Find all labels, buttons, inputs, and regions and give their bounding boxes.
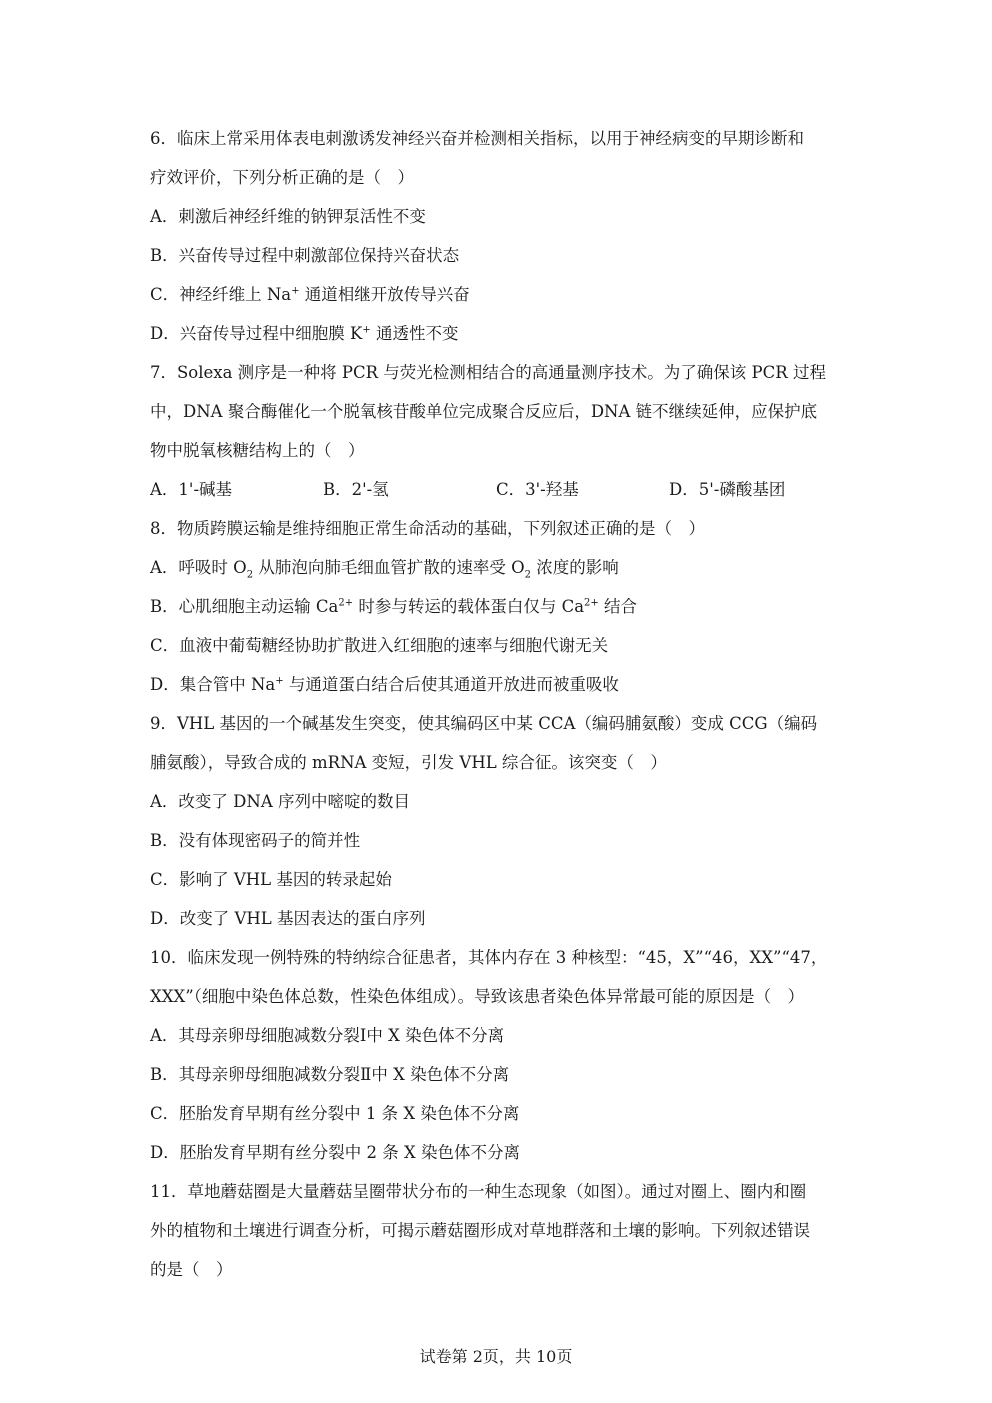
q9-stem-line2: 脯氨酸），导致合成的 mRNA 变短，引发 VHL 综合征。该突变（ ） <box>150 753 667 772</box>
q10-stem-line2: XXX”（细胞中染色体总数，性染色体组成）。导致该患者染色体异常最可能的原因是（ ） <box>150 987 805 1006</box>
q9-option-a: A．改变了 DNA 序列中嘧啶的数目 <box>150 792 410 811</box>
page-footer: 试卷第 2页，共 10页 <box>419 1347 573 1366</box>
q8-option-a-text2: 从肺泡向肺毛细血管扩散的速率受 O <box>253 558 525 577</box>
q10-stem-line1: 10．临床发现一例特殊的特纳综合征患者，其体内存在 3 种核型：“45，X”“46，XX”“47， <box>150 948 828 967</box>
q6-stem-line1: 6．临床上常采用体表电刺激诱发神经兴奋并检测相关指标，以用于神经病变的早期诊断和 <box>150 129 804 148</box>
q7-stem-line3: 物中脱氧核糖结构上的（ ） <box>150 441 365 460</box>
q7-option-a: A．1'-碱基 <box>150 480 233 499</box>
q9-stem-line1: 9．VHL 基因的一个碱基发生突变，使其编码区中某 CCA（编码脯氨酸）变成 CCG（编码 <box>150 714 818 733</box>
q6-option-c-text2: 通道相继开放传导兴奋 <box>299 285 470 304</box>
q11-stem-line3: 的是（ ） <box>150 1260 233 1279</box>
q10-option-b: B．其母亲卵母细胞减数分裂Ⅱ中 X 染色体不分离 <box>150 1065 510 1084</box>
q9-option-b: B．没有体现密码子的简并性 <box>150 831 361 850</box>
q8-option-a-sub2: 2 <box>524 569 531 581</box>
q10-option-d: D．胚胎发育早期有丝分裂中 2 条 X 染色体不分离 <box>150 1143 520 1162</box>
q8-option-d-text2: 与通道蛋白结合后使其通道开放进而被重吸收 <box>283 675 619 694</box>
q8-option-b <box>150 596 637 618</box>
q8-option-b-text3: 结合 <box>598 597 638 616</box>
q8-option-b-text1: B．心肌细胞主动运输 Ca <box>150 597 339 616</box>
q9-option-c: C．影响了 VHL 基因的转录起始 <box>150 870 392 889</box>
q6-option-d <box>150 323 458 345</box>
q8-option-a-text3: 浓度的影响 <box>530 558 619 577</box>
q11-stem-line1: 11．草地蘑菇圈是大量蘑菇呈圈带状分布的一种生态现象（如图）。通过对圈上、圈内和圈 <box>150 1182 807 1201</box>
q6-option-c-sup: + <box>291 285 300 297</box>
q7-option-b: B．2'-氢 <box>323 480 389 499</box>
q7-stem-line1: 7．Solexa 测序是一种将 PCR 与荧光检测相结合的高通量测序技术。为了确保该 PCR 过程 <box>150 363 826 382</box>
q10-option-a: A．其母亲卵母细胞减数分裂Ⅰ中 X 染色体不分离 <box>150 1026 505 1045</box>
q8-option-a <box>150 557 619 579</box>
q6-option-d-sup: + <box>362 324 371 336</box>
q8-option-a-sub1: 2 <box>246 569 254 581</box>
q6-option-d-text2: 通透性不变 <box>370 324 459 343</box>
q8-option-c: C．血液中葡萄糖经协助扩散进入红细胞的速率与细胞代谢无关 <box>150 636 609 655</box>
q8-option-d-text1: D．集合管中 Na <box>150 675 276 694</box>
q7-stem-line2: 中，DNA 聚合酶催化一个脱氧核苷酸单位完成聚合反应后，DNA 链不继续延伸，应保护底 <box>150 402 818 421</box>
q6-option-a: A．刺激后神经纤维的钠钾泵活性不变 <box>150 207 426 226</box>
q11-stem-line2: 外的植物和土壤进行调查分析，可揭示蘑菇圈形成对草地群落和土壤的影响。下列叙述错误 <box>150 1221 810 1240</box>
q6-option-b: B．兴奋传导过程中刺激部位保持兴奋状态 <box>150 246 460 265</box>
q8-option-a-text1: A．呼吸时 O <box>150 558 247 577</box>
q6-option-c <box>150 284 470 306</box>
q6-stem-line2: 疗效评价，下列分析正确的是（ ） <box>150 168 414 187</box>
q6-option-c-text: C．神经纤维上 Na <box>150 285 292 304</box>
q7-option-c: C．3'-羟基 <box>496 480 579 499</box>
q9-option-d: D．改变了 VHL 基因表达的蛋白序列 <box>150 909 426 928</box>
q8-option-b-text2: 时参与转运的载体蛋白仅与 Ca <box>353 597 585 616</box>
q8-option-b-sup2: 2+ <box>584 597 599 609</box>
q8-stem: 8．物质跨膜运输是维持细胞正常生命活动的基础，下列叙述正确的是（ ） <box>150 519 705 538</box>
q8-option-b-sup1: 2+ <box>338 597 354 609</box>
q8-option-d-sup: + <box>275 675 284 687</box>
q8-option-d <box>150 674 619 696</box>
q7-option-d: D．5'-磷酸基团 <box>669 480 786 499</box>
q6-option-d-text: D．兴奋传导过程中细胞膜 K <box>150 324 363 343</box>
q10-option-c: C．胚胎发育早期有丝分裂中 1 条 X 染色体不分离 <box>150 1104 520 1123</box>
